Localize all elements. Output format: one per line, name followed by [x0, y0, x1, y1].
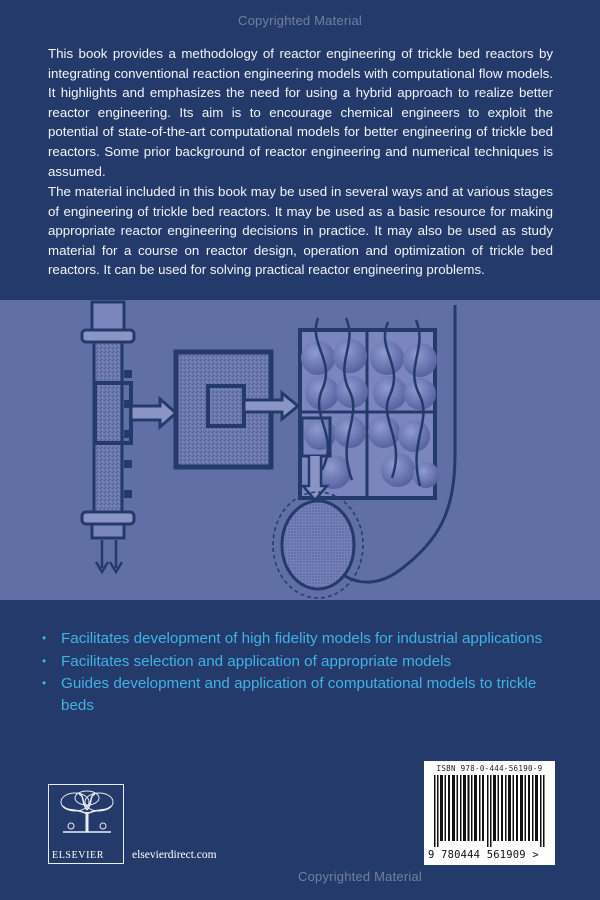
- description-paragraph-2: The material included in this book may be used in several ways and at various stages of engineering of trickle bed reactors. It may be used as a basic resource for making appropriate reactor engineering decisions in practice. It may also be used as study material for a course on reactor design, operation and optimization of trickle bed reactors. It can be used for solving practical reactor engineering problems.: [48, 184, 553, 278]
- watermark-top: Copyrighted Material: [238, 13, 362, 28]
- description-paragraph-1: This book provides a methodology of reactor engineering of trickle bed reactors by integrating conventional reaction engineering models with computational flow models. It highlights and emphasizes the need for using a hybrid approach to realize better reactor engineering. Its aim is to encourage chemical engineers to exploit the potential of state-of-the-art computational models for better engineering of trickle bed reactors. Some prior background of reactor engineering and numerical techniques is assumed.: [48, 46, 553, 179]
- barcode: [424, 761, 555, 865]
- reactor-column: [82, 302, 134, 572]
- elsevier-tree-icon: [55, 790, 119, 834]
- reactor-illustration: [0, 300, 600, 600]
- barcode-bars: [434, 775, 546, 847]
- reactor-diagram: [0, 300, 600, 600]
- isbn-label: ISBN 978-0-444-56190-9: [436, 764, 543, 773]
- watermark-bottom: Copyrighted Material: [298, 869, 422, 884]
- feature-item: • Facilitates development of high fidelity models for industrial applications: [38, 628, 558, 650]
- feature-list: [38, 628, 558, 717]
- feature-item: • Facilitates selection and application of appropriate models: [38, 651, 558, 673]
- porous-particle: [273, 492, 363, 598]
- barcode-digits: 9 780444 561909 >: [428, 849, 539, 861]
- publisher-website: elsevierdirect.com: [132, 849, 217, 861]
- feature-item: • Guides development and application of computational models to trickle beds: [38, 673, 558, 716]
- publisher-name: ELSEVIER: [52, 850, 105, 861]
